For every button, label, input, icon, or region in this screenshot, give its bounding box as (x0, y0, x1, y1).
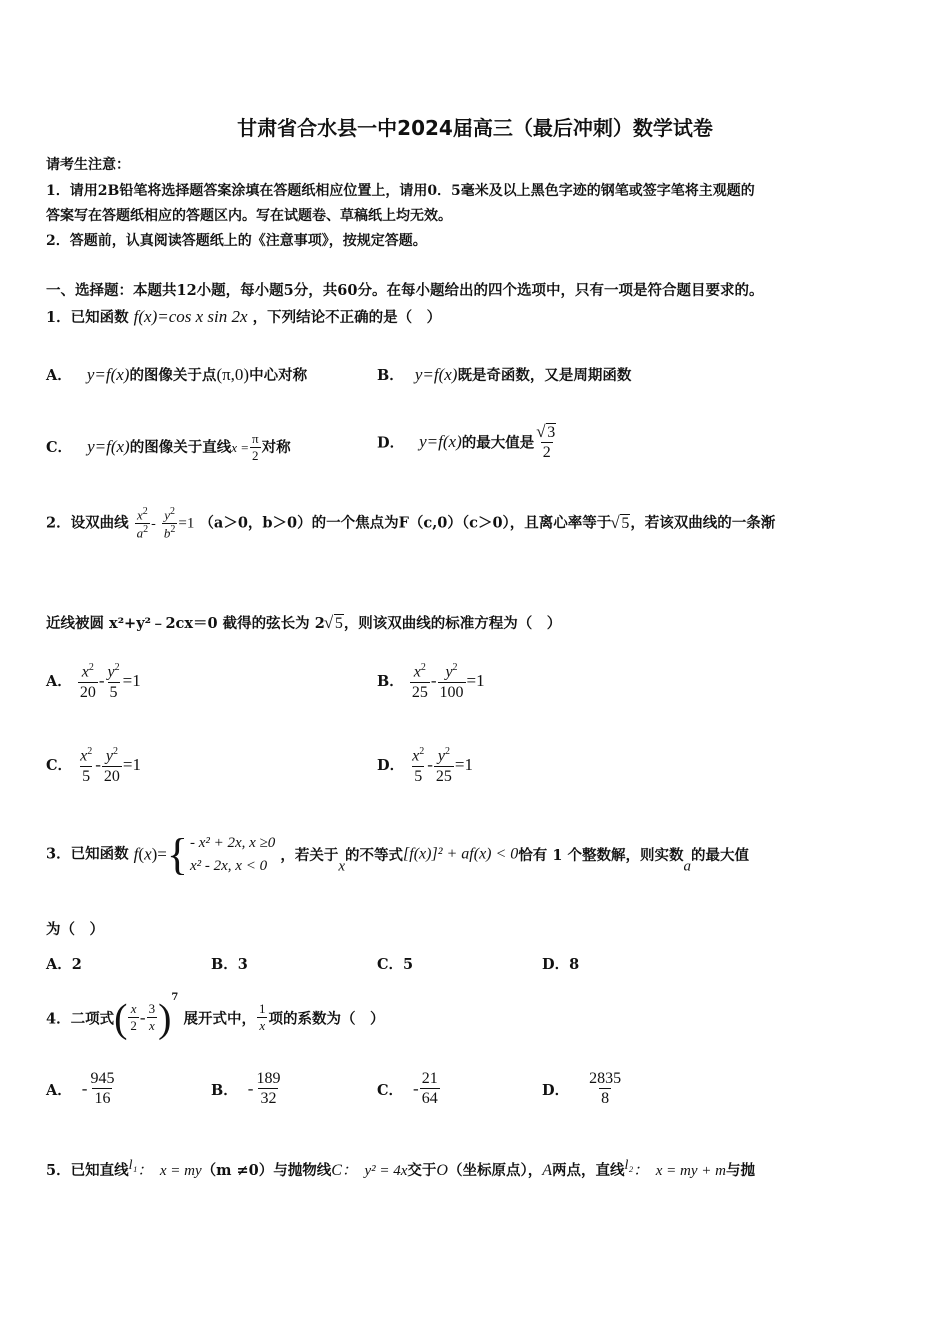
q5-origin: O (436, 1162, 448, 1179)
sqrt: √ 5 (611, 515, 630, 533)
q1-option-c[interactable] (46, 432, 291, 464)
notice-heading: 请考生注意： (46, 157, 130, 173)
q4-exponent: 7 (171, 992, 179, 1003)
option-label: A． (46, 672, 72, 690)
q2-option-b[interactable]: B． $\frac{x^2}{25}$ - $\frac{y^2}{100}$ =1 (377, 662, 485, 701)
question-2: 2．设双曲线 $\frac{x^2}{a^2}$ - $\frac{y^2}{b^2}$ =1 （a＞0，b＞0）的一个焦点为F（c,0）（c＞0），且离心率等于√ 5，若该双曲线的一条渐 (46, 506, 775, 541)
question-2-line2 (46, 612, 561, 633)
option-label: C． (46, 438, 73, 456)
q2-prefix: 2．设双曲线 (46, 514, 129, 532)
piecewise: { - x² + 2x, x ≥0 x² - 2x, x < 0 (166, 829, 276, 879)
q1-option-b[interactable] (377, 364, 631, 385)
question-1 (46, 306, 441, 327)
section-heading: 一、选择题：本题共12小题，每小题5分，共60分。在每小题给出的四个选项中，只有一项是符合题目要求的。 (46, 282, 764, 299)
option-text: 的图像关于点 (129, 367, 217, 384)
q4-prefix: 4．二项式 (46, 1010, 115, 1028)
q5-line2: l₂ (624, 1158, 634, 1173)
fraction: $\frac{2835}{8}$ (589, 1070, 622, 1108)
q4-option-c[interactable]: C． - $\frac{21}{64}$ (377, 1070, 438, 1108)
case-2: x² - 2x, x < 0 (189, 857, 268, 874)
q3-text: 的不等式 (345, 847, 404, 864)
fraction: $\frac{y^2}{b^2}$ (163, 506, 176, 541)
q5-cond: （m ≠0）与抛物线 (201, 1162, 332, 1179)
q1-prefix: 1．已知函数 (46, 309, 129, 326)
option-math: (π,0) (216, 365, 250, 384)
option-math: y=f(x) (87, 436, 130, 456)
option-label: B． (211, 1081, 238, 1099)
option-label: D． (377, 434, 405, 452)
fraction: $\frac{x^2}{25}$ (411, 662, 428, 701)
equation-rhs: =1 (178, 515, 195, 532)
notice-line3: 2．答题前，认真阅读答题纸上的《注意事项》，按规定答题。 (46, 233, 427, 249)
q2-tail: ，若该双曲线的一条渐 (630, 514, 776, 532)
fraction: $\frac{21}{64}$ (421, 1070, 438, 1108)
fraction: $\frac{y^2}{25}$ (435, 746, 452, 785)
fraction: $\frac{189}{32}$ (256, 1070, 281, 1108)
notice-line1: 1．请用2B铅笔将选择题答案涂填在答题纸相应位置上，请用0．5毫米及以上黑色字迹的钢笔或签字笔将主观题的 (46, 183, 755, 199)
q4-option-d[interactable] (542, 1070, 624, 1109)
q5-eq1: ： x = my (137, 1163, 202, 1179)
q2-option-d[interactable]: D． $\frac{x^2}{5}$ - $\frac{y^2}{25}$ =1 (377, 746, 474, 785)
fraction: $\frac{x^2}{5}$ (80, 746, 93, 785)
q3-text: 的最大值 (690, 847, 749, 864)
option-label: B． (377, 367, 404, 384)
q4-option-b[interactable]: B． - $\frac{189}{32}$ (211, 1070, 281, 1108)
option-math: y=f(x) (419, 432, 462, 452)
q4-text: 项的系数为（ ） (268, 1010, 385, 1028)
fraction: $\frac{x^2}{20}$ (79, 662, 96, 701)
question-4: 4．二项式( $\frac{x}{2}$ - $\frac{3}{x}$ )$^7$ 展开式中， $\frac{1}{x}$ 项的系数为（ ） (46, 992, 385, 1041)
fraction: $\frac{x^2}{5}$ (412, 746, 425, 785)
option-text: 既是奇函数，又是周期函数 (457, 367, 632, 384)
q5-text: 两点，直线 (551, 1162, 625, 1179)
page-title: 甘肃省合水县一中2024届高三（最后冲刺）数学试卷 (237, 116, 713, 140)
sqrt: √ 5 (325, 615, 344, 633)
q5-eq3: ： x = my + m (633, 1163, 726, 1179)
q1-suffix: ，下列结论不正确的是（ ） (252, 309, 442, 326)
q5-text: （坐标原点）， (447, 1162, 543, 1179)
option-label: C． (377, 1081, 404, 1099)
fraction: $\frac{1}{x}$ (258, 1001, 266, 1034)
option-math: y=f(x) (86, 365, 130, 384)
question-3: 3．已知函数 f(x)= { - x² + 2x, x ≥0 x² - 2x, x < 0 ，若关于x的不等式[f(x)]² + af(x) < 0恰有 1 个整数解，则实数a的最大值 (46, 829, 749, 879)
case-1: - x² + 2x, x ≥0 (189, 835, 276, 851)
fraction: $\frac{945}{16}$ (90, 1070, 115, 1108)
q4-option-a[interactable]: A． - $\frac{945}{16}$ (46, 1070, 115, 1108)
option-label: D． (542, 1081, 570, 1099)
q3-text: ，若关于 (280, 847, 339, 864)
q5-prefix: 5．已知直线 (46, 1162, 129, 1179)
option-label: A． (46, 367, 72, 384)
q3-inequality: [f(x)]² + af(x) < 0 (403, 845, 519, 863)
q1-option-d[interactable] (377, 424, 559, 463)
q2-line2b: ，则该双曲线的标准方程为（ ） (343, 615, 562, 632)
q3-var: x (338, 858, 346, 875)
fraction: $\frac{\pi}{2}$ (252, 431, 259, 463)
q5-parabola: C (331, 1162, 342, 1179)
option-label: C． (46, 756, 73, 774)
q1-function: f(x)=cos x sin 2x (133, 307, 248, 326)
option-text: 的图像关于直线 (129, 438, 232, 456)
option-text: 中心对称 (249, 367, 308, 384)
option-text: 的最大值是 (461, 434, 535, 452)
q5-eq2: ： y² = 4x (341, 1163, 408, 1179)
fraction: $\frac{y^2}{100}$ (439, 662, 464, 701)
q2-option-a[interactable]: A． $\frac{x^2}{20}$ - $\frac{y^2}{5}$ =1 (46, 662, 141, 701)
option-label: B． (377, 672, 404, 690)
q3-option-c[interactable]: C．5 (377, 956, 414, 973)
q3-line2: 为（ ） (46, 921, 104, 938)
q3-option-b[interactable]: B．3 (211, 956, 248, 973)
fraction: $\frac{y^2}{5}$ (107, 662, 120, 701)
fraction: $\frac{y^2}{20}$ (103, 746, 120, 785)
option-math: x = (231, 439, 250, 455)
fraction: $\frac{x}{2}$ (130, 1001, 137, 1034)
fraction: √ $\frac{3}{2}$ (535, 424, 558, 463)
q5-point: A (542, 1162, 552, 1179)
q1-option-a[interactable] (46, 364, 307, 385)
option-math: y=f(x) (414, 365, 458, 384)
fraction: $\frac{x^2}{a^2}$ (136, 506, 149, 541)
notice-line2: 答案写在答题纸相应的答题区内。写在试题卷、草稿纸上均无效。 (46, 208, 452, 224)
q2-line2a: 近线被圆 x²+y²﹣2cx＝0 截得的弦长为 2 (46, 615, 325, 632)
q3-text: 恰有 1 个整数解，则实数 (518, 847, 684, 864)
q5-text: 交于 (407, 1162, 437, 1179)
option-text: 对称 (261, 438, 291, 456)
option-label: A． (46, 1081, 72, 1099)
q3-option-a[interactable]: A．2 (46, 956, 82, 973)
fraction: $\frac{3}{x}$ (148, 1001, 156, 1034)
q5-line1: l₁ (128, 1158, 138, 1173)
q2-option-c[interactable]: C． $\frac{x^2}{5}$ - $\frac{y^2}{20}$ =1 (46, 746, 141, 785)
q5-tail: 与抛 (725, 1162, 755, 1179)
q3-option-d[interactable]: D．8 (542, 956, 580, 973)
q3-var: a (683, 858, 691, 875)
option-label: D． (377, 756, 405, 774)
q2-condition: （a＞0，b＞0）的一个焦点为F（c,0）（c＞0），且离心率等于 (199, 514, 612, 532)
q3-prefix: 3．已知函数 (46, 845, 129, 863)
question-5 (46, 1158, 755, 1180)
q4-text: 展开式中， (183, 1010, 256, 1028)
